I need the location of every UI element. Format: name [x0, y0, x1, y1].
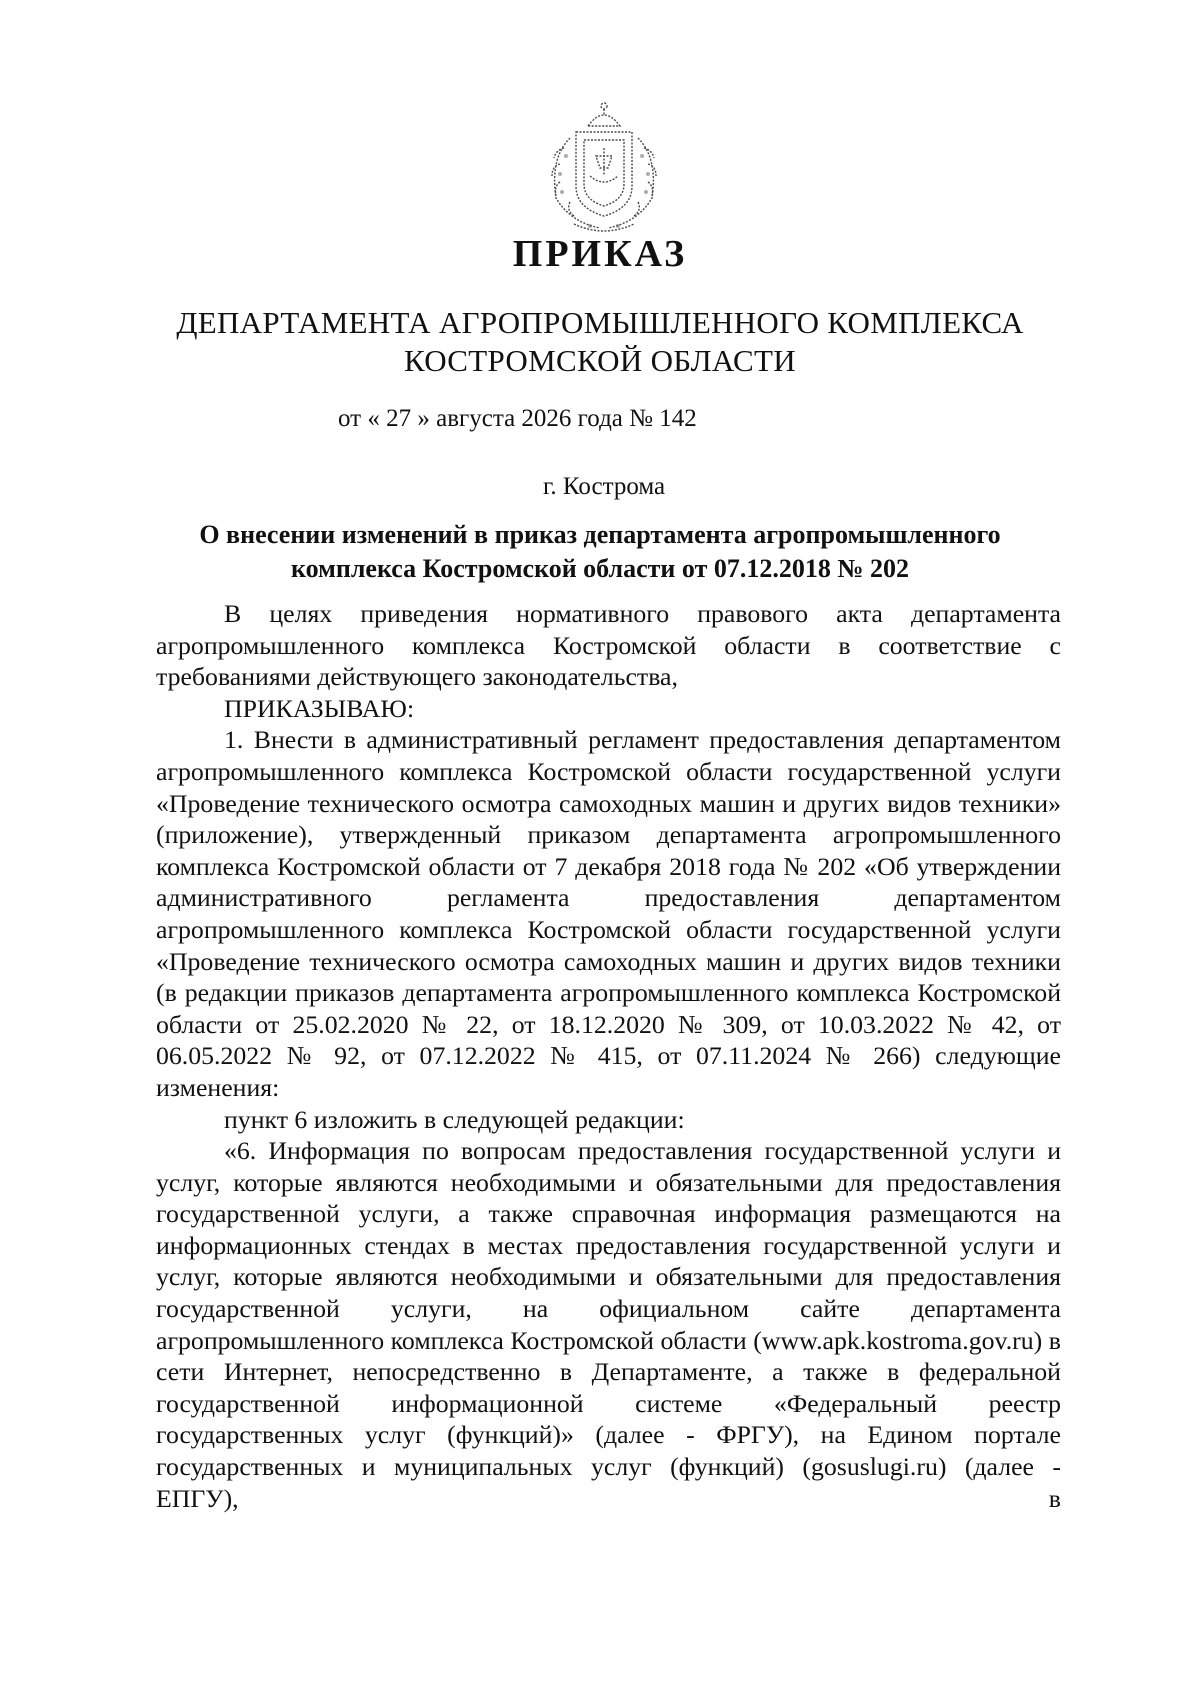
- order-subject: [0, 518, 1200, 586]
- department-name: [0, 304, 1200, 380]
- order-subject-line-2: комплекса Костромской области от 07.12.2018 № 202: [291, 554, 909, 583]
- item-1-paragraph: 1. Внести в административный регламент предоставления департаментом агропромышленного комплекса Костромской области государственной услуги «Проведение технического осмотра самоходных машин и других видов техники» (приложение), утвержденный приказом департамента агропромышленного комплекса Костромской области от 7 декабря 2018 года № 202 «Об утверждении административного регламента предоставления департаментом агропромышленного комплекса Костромской области государственной услуги «Проведение технического осмотра самоходных машин и других видов техники (в редакции приказов департамента агропромышленного комплекса Костромской области от 25.02.2020 № 22, от 18.12.2020 № 309, от 10.03.2022 № 42, от 06.05.2022 № 92, от 07.12.2022 № 415, от 07.11.2024 № 266) следующие изменения:: [156, 725, 1061, 1102]
- document-type-title: ПРИКАЗ: [512, 233, 688, 275]
- department-name-line-1: ДЕПАРТАМЕНТА АГРОПРОМЫШЛЕННОГО КОМПЛЕКСА: [176, 305, 1024, 340]
- order-word: ПРИКАЗЫВАЮ:: [224, 693, 415, 723]
- order-subject-line-1: О внесении изменений в приказ департамента агропромышленного: [199, 520, 1001, 549]
- coat-of-arms-emblem: [530, 98, 678, 238]
- document-body: [156, 598, 1061, 1514]
- department-name-line-2: КОСТРОМСКОЙ ОБЛАСТИ: [404, 343, 796, 378]
- item-1-subparagraph: пункт 6 изложить в следующей редакции:: [224, 1104, 685, 1134]
- city-name: г. Кострома: [543, 473, 666, 500]
- intro-paragraph: В целях приведения нормативного правового акта департамента агропромышленного комплекса Костромской области в соответствие с требованиями действующего законодательства,: [156, 599, 1061, 692]
- item-6-paragraph: «6. Информация по вопросам предоставления государственной услуги и услуг, которые являются необходимыми и обязательными для предоставления государственной услуги, а также справочная информация размещаются на информационных стендах в местах предоставления государственной услуги и услуг, которые являются необходимыми и обязательными для предоставления государственной услуги, на официальном сайте департамента агропромышленного комплекса Костромской области (www.apk.kostroma.gov.ru) в сети Интернет, непосредственно в Департаменте, а также в федеральной государственной информационной системе «Федеральный реестр государственных услуг (функций)» (далее - ФРГУ), на Едином портале государственных и муниципальных услуг (функций) (gosuslugi.ru) (далее - ЕПГУ), в: [156, 1136, 1061, 1513]
- order-date-number: от « 27 » августа 2026 года № 142: [338, 405, 697, 432]
